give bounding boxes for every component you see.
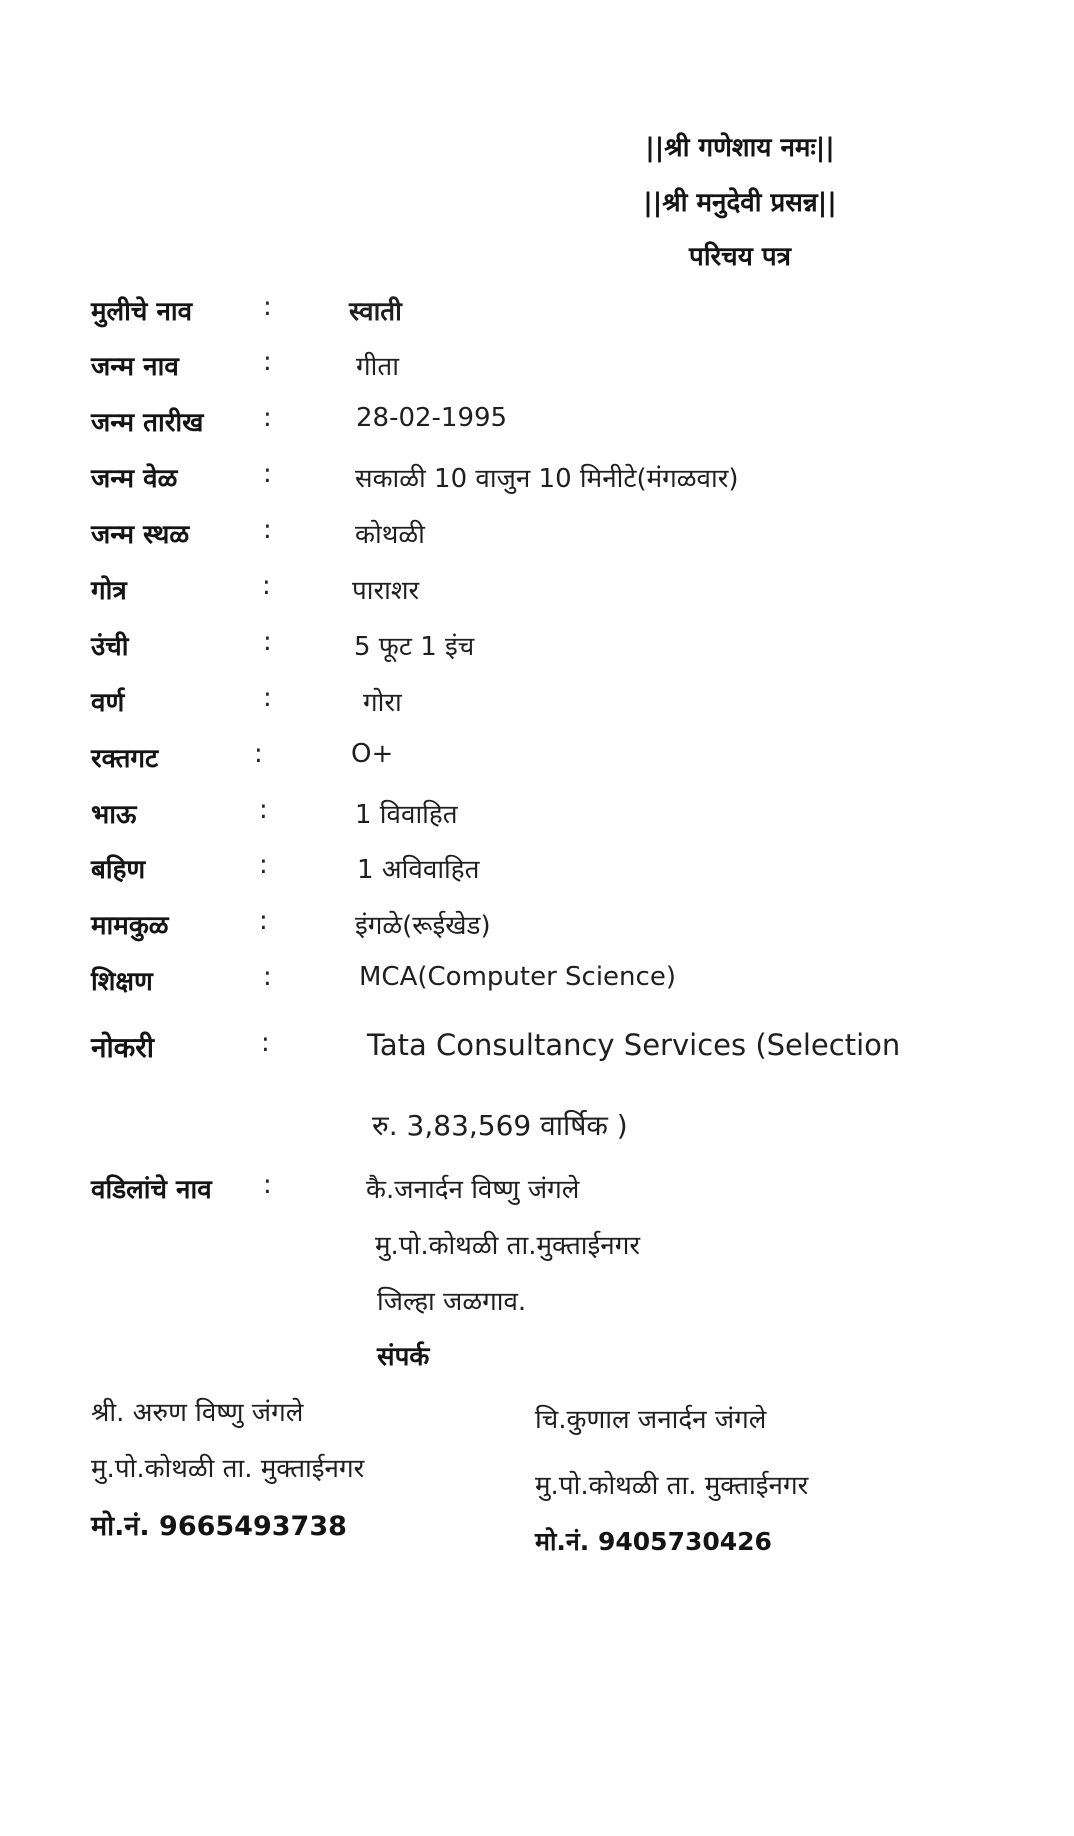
- job-company: Tata Consultancy Services (Selection: [367, 1028, 901, 1062]
- detail-colon: :: [263, 1170, 272, 1200]
- detail-row-complexion: [0, 683, 1074, 723]
- detail-label: मुलीचे नाव: [91, 297, 193, 327]
- contact-left-name: श्री. अरुण विष्णु जंगले: [91, 1398, 304, 1428]
- detail-colon: :: [263, 962, 272, 992]
- detail-value: 5 फूट 1 इंच: [354, 632, 475, 662]
- detail-row-gotra: [0, 571, 1074, 611]
- detail-value: 1 विवाहित: [355, 800, 458, 830]
- detail-row-birth-place: [0, 515, 1074, 555]
- detail-row-father: [0, 1170, 1074, 1210]
- detail-colon: :: [263, 627, 272, 657]
- detail-colon: :: [262, 571, 271, 601]
- detail-colon: :: [259, 906, 268, 936]
- detail-label: वडिलांचे नाव: [91, 1175, 212, 1205]
- detail-value: स्वाती: [349, 297, 402, 327]
- detail-label: गोत्र: [91, 576, 127, 606]
- contact-right-address: मु.पो.कोथळी ता. मुक्ताईनगर: [535, 1471, 809, 1501]
- detail-label: मामकुळ: [91, 911, 169, 941]
- detail-row-birth-name: [0, 347, 1074, 387]
- detail-colon: :: [263, 515, 272, 545]
- detail-colon: :: [259, 850, 268, 880]
- detail-colon: :: [263, 459, 272, 489]
- header-invocation-ganesh: ||श्री गणेशाय नमः||: [645, 133, 835, 163]
- detail-label: भाऊ: [91, 800, 137, 830]
- detail-label: शिक्षण: [91, 967, 153, 997]
- detail-label: जन्म स्थळ: [91, 520, 190, 550]
- detail-colon: :: [263, 292, 272, 322]
- detail-colon: :: [263, 347, 272, 377]
- detail-label: रक्तगट: [91, 744, 159, 774]
- detail-row-education: [0, 962, 1074, 1002]
- job-salary: रु. 3,83,569 वार्षिक ): [372, 1109, 628, 1142]
- detail-value: गीता: [356, 352, 399, 382]
- detail-value: गोरा: [363, 688, 402, 718]
- detail-label: जन्म वेळ: [91, 464, 178, 494]
- detail-colon: :: [263, 403, 272, 433]
- detail-value: पाराशर: [352, 576, 420, 606]
- detail-colon: :: [254, 739, 263, 769]
- detail-row-sister: [0, 850, 1074, 890]
- contact-left-address: मु.पो.कोथळी ता. मुक्ताईनगर: [91, 1454, 365, 1484]
- detail-value: O+: [351, 739, 394, 769]
- detail-value: कोथळी: [355, 520, 425, 550]
- detail-row-name: [0, 292, 1074, 332]
- detail-value: 28-02-1995: [356, 403, 508, 433]
- header-invocation-manudevi: ||श्री मनुदेवी प्रसन्न||: [643, 188, 837, 218]
- detail-row-blood-group: [0, 739, 1074, 779]
- detail-colon: :: [261, 1028, 270, 1058]
- detail-label: जन्म तारीख: [91, 408, 204, 438]
- detail-row-job: [0, 1028, 1074, 1068]
- detail-label: नोकरी: [91, 1031, 155, 1064]
- father-address-line1: मु.पो.कोथळी ता.मुक्ताईनगर: [375, 1231, 640, 1261]
- detail-label: जन्म नाव: [91, 352, 179, 382]
- detail-value: सकाळी 10 वाजुन 10 मिनीटे(मंगळवार): [355, 464, 739, 494]
- contact-right-name: चि.कुणाल जनार्दन जंगले: [535, 1405, 767, 1435]
- detail-value: इंगळे(रूईखेड): [355, 911, 491, 941]
- contact-left-phone: मो.नं. 9665493738: [91, 1511, 347, 1542]
- detail-row-birth-date: [0, 403, 1074, 443]
- contact-heading: संपर्क: [377, 1342, 430, 1372]
- detail-value: MCA(Computer Science): [359, 962, 676, 992]
- detail-label: बहिण: [91, 855, 146, 885]
- detail-label: उंची: [91, 632, 129, 662]
- detail-row-brother: [0, 795, 1074, 835]
- contact-right-phone: मो.नं. 9405730426: [535, 1527, 772, 1556]
- detail-value: 1 अविवाहित: [357, 855, 480, 885]
- detail-row-maternal-family: [0, 906, 1074, 946]
- detail-row-height: [0, 627, 1074, 667]
- detail-colon: :: [259, 795, 268, 825]
- father-name: कै.जनार्दन विष्णु जंगले: [366, 1175, 580, 1205]
- detail-label: वर्ण: [91, 688, 125, 718]
- detail-row-birth-time: [0, 459, 1074, 499]
- detail-colon: :: [263, 683, 272, 713]
- father-address-line2: जिल्हा जळगाव.: [377, 1287, 527, 1317]
- document-title: परिचय पत्र: [689, 242, 791, 272]
